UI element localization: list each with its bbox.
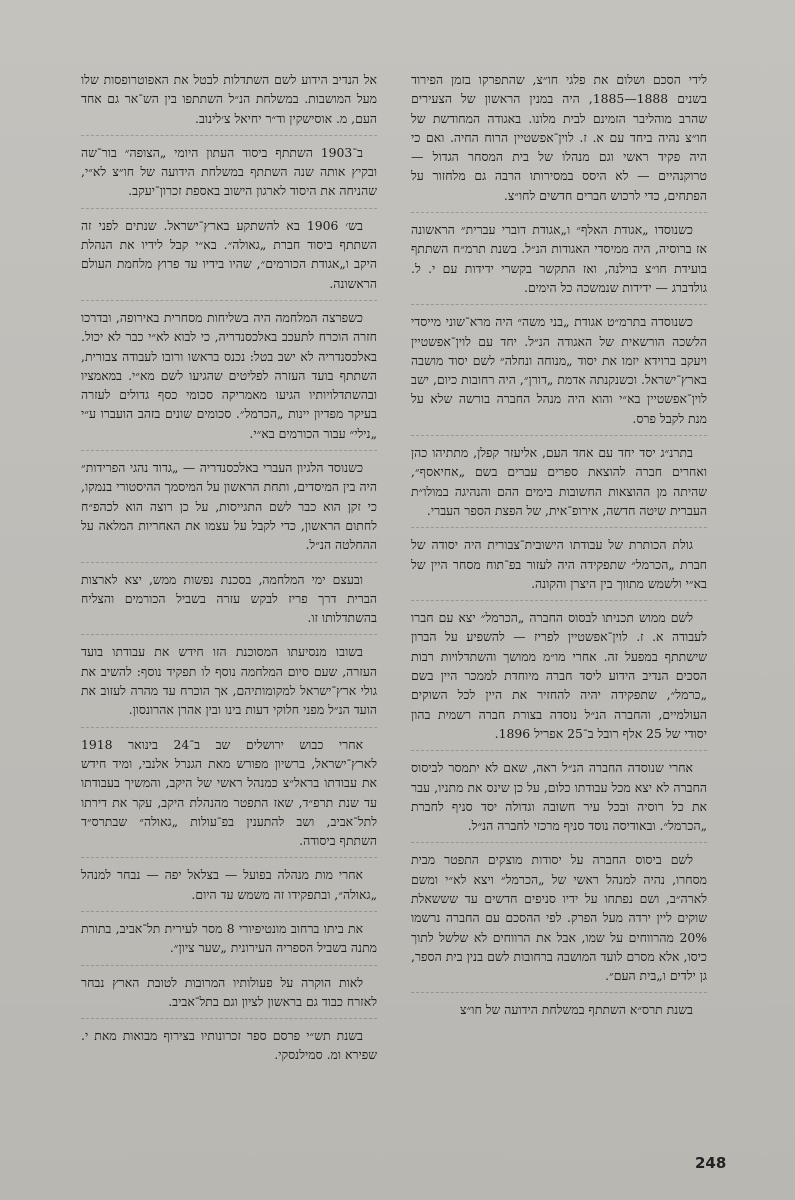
paragraph: בתרנ״ג יסד יחד עם אחד העם, אליעזר קפלן, מתתיהו כהן ואחרים חברה להוצאת ספרים עברים בשם „אחיאסף״, שהיתה מן ההוצאות החשובות בימים ההם והנהיגה במולו״ת העברית שיטה חדשה, אירופ־אית, של הפצת הספר העברי. bbox=[411, 443, 707, 528]
paragraph: בשנת תרס״א השתתף במשלחת הידועה של חו״צ bbox=[460, 1002, 693, 1018]
paragraph: ובעצם ימי המלחמה, בסכנת נפשות ממש, יצא לארצות הברית דרך פריז לבקש עזרה בשביל הכורמים והצליח בהשתדלותו זו. bbox=[81, 570, 377, 636]
paragraph: כשפרצה המלחמה היה בשליחות מסחרית באירופה, ובדרכו חזרה הוכרח לתעכב באלכסנדריה, כי לבוא לא״י כבר לא יכול. באלכסנדריה לא ישב בטל: נכנס בראשו ורובו לעבודה צבורית, השתתף בועד העזרה לפליטים שהגיעו לשם מא״י. במאמציו ובהשתדלויותיו הגיעו מאמריקה סכומי כסף גדולים לעזרה בעיקר מפדיון יינות „הכרמל״. סכומים שונים בזהב הועברו ע״י „נילי״ עבור הכורמים בא״י. bbox=[81, 308, 377, 451]
paragraph: אחרי מות מנהלה בפועל — בצלאל יפה — נבחר למנהל „גאולה״, ובתפקידו זה משמש עד היום. bbox=[81, 865, 377, 912]
paragraph: גולת הכותרת של עבודתו הישובית־צבורית היה יסודה של חברת „הכרמל״ שתפקידה היה לעזור בפ־תוח מסחר היין של בא״י ולשמש מתווך בין היצרן והקונה. bbox=[411, 535, 707, 601]
paragraph: לידי הסכם ושלום את פלגי חו״צ, שהתפרקו בזמן הפירוד בשנים 1888—1885, היה במנין הראשון של הצעירים שהרב מוהליבר הזמינם לבית מלונו. באגודה המחודשת של חו״צ נהיה ביחד עם א. ז. לוין־אפשטיין הרוח החיה. ואם כי היה פקיד ראשי וגם מנהלו של בית המסחר הגדול — טרוקנהיים — לא היסס במסירותו הרבה גם מלחזור על הפתחים, כדי לרכוש חברים חדשים לחו״צ. bbox=[411, 70, 707, 213]
paragraph: כשנוסדה בתרמ״ט אגודת „בני משה״ היה מרא־שוני מייסדי הלשכה הורשאית של האגודה הנ״ל. יחד עם לוין־אפשטיין ויעקב ברוידא יזמו את יסוד „מנוחה ונחלה״ לשם יסוד מושבה בארץ־ישראל. וכשנקנתה אדמת „דורן״, היה רחובות כיום, ישב לוין־אפשטיין בא״י והוא היה מנהל החברה בורשה שלא על מנת לקבל פרס. bbox=[411, 312, 707, 436]
paragraph: כשנוסדו „אגודת האלף״ ו„אגודת דוברי עברית״ הראשונה אז ברוסיה, היה ממיסדי האגודות הנ״ל. בשנת תרמ״ח השתתף בועידת חו״צ בוילנה, ואז התקשר בקשרי ידידות עם י. ל. גולדברג — ידידות שנמשכה כל הימים. bbox=[411, 220, 707, 305]
paragraph: בש׳ 1906 בא להשתקע בארץ־ישראל. שנתים לפני זה השתתף ביסוד חברת „גאולה״. בא״י קבל לידיו את הנהלת היקב ו„אגודת הכורמים״, שהיו בידיו עד פרוץ מלחמת העולם הראשונה. bbox=[81, 216, 377, 301]
paragraph: לשם ביסוס החברה על יסודות מוצקים התפטר מבית מסחרו, נהיה למנהל ראשי של „הכרמל״ ויצא לא״י ומשם לארה״ב, ושם נפתחו על ידיו סניפים חדשים עד שששאלת שוקים ליין ירדה מעל הפרק. לפי ההסכם עם החברה נרשמו 20% מהרווחים על שמו, אבל את הרווחים לא שלשל לתוך כיסו, אלא מסרם לועד המושבה ברחובות לשם בנין בית הספר, גן ילדים ו„בית העם״. bbox=[411, 850, 707, 993]
left-text-column bbox=[81, 70, 377, 1079]
right-text-column bbox=[411, 70, 707, 1034]
paragraph: בשובו מנסיעתו המסוכנת הזו חידש את עבודתו בועד העזרה, שעם סיום המלחמה נוסף לו תפקיד נוסף: להשיב את גולי ארץ־ישראל למקומותיהם, אך הוכרח עד מהרה לעזוב את הועד הנ״ל מפני חלוקי דעות בינו ובין אהרן אהרונסון. bbox=[81, 642, 377, 727]
paragraph: כשנוסד הלגיון העברי באלכסנדריה — „גדוד נהגי הפרידות״ היה בין המיסדים, ותחת הראשון על המיסמך ההיסטורי בנמקו, כי זקן הוא כבר לשם התגייסות, על כן רוצה הוא לכהפ״ח לחתום הראשון, כדי לקבל על עצמו את האחריות המלאה על ההחלטה הנ״ל. bbox=[81, 458, 377, 562]
paragraph: אחרי כבוש ירושלים שב ב־24 בינואר 1918 לארץ־ישראל, ברשיון מפורש מאת הגנרל אלנבי, ומיד חידש את עבודתו בראל״צ כמנהל ראשי של היקב, והמשיך בעבודתו עד שנת תרפ״ד, שאז התפטר מהנהלת היקב, עקר את דירתו לתל־אביב, ושב להתענין בפ־עולות „גאולה״ שבתרס״ד השתתף ביסודה. bbox=[81, 735, 377, 859]
paragraph: את ביתו ברחוב מונטיפיורי 8 מסר לעירית תל־אביב, בתורת מתנה בשביל הספריה העירונית „שער ציון״. bbox=[81, 919, 377, 966]
paragraph: לאות הוקרה על פעולותיו המרובות לטובת הארץ נבחר לאזרח כבוד גם בראשון לציון וגם בתל־אביב. bbox=[81, 973, 377, 1020]
paragraph: ב־1903 השתתף ביסוד העתון היומי „הצופה״ בור־שה ובקיץ אותה שנה השתתף במשלחת הידועה של חו״צ לא״י, שהניחה את היסוד לארגון הישוב באספת זכרון־יעקב. bbox=[81, 143, 377, 209]
paragraph: אחרי שנוסדה החברה הנ״ל ראה, שאם לא יתמסר לביסוס החברה לא יצא מכל עבודתו כלום, על כן שינס את מתניו, עבר את כל רוסיה ובכל עיר חשובה וגדולה יסד סניף לחברת „הכרמל״. ובאודיסה נוסד סניף מרכזי לחברה הנ״ל. bbox=[411, 758, 707, 843]
paragraph: בשנת תש״י פרסם ספר זכרונותיו בצירוף מבואות מאת י. שפירא ומ. סמילנסקי. bbox=[81, 1028, 377, 1063]
page-number: 248 bbox=[695, 1154, 727, 1172]
paragraph: אל הנדיב הידוע לשם השתדלות לבטל את האפוטרופסות שלו מעל המושבות. במשלחת הנ״ל השתתפו בין הש־אר גם אחד העם, מ. אוסישקין וד״ר יחיאל צ׳לינוב. bbox=[81, 70, 377, 136]
paragraph: לשם ממוש תכניתו לבסוס החברה „הכרמל״ יצא עם חברו לעבודה א. ז. לוין־אפשטיין לפריז — להשפיע על הברון שישתתף במפעל זה. אחרי מו״מ ממושך והשתדלויות רבות הסכים הנדיב הידוע ליסד חברה מיוחדת לממכר היין בשם „כרמל״, שתפקידה יהיה להחזיר את היין לכל השוקים העולמיים, והחברה הנ״ל נוסדה בצורת חברה רשמית בהון יסודי של 25 אלף רובל ב־25 אפריל 1896. bbox=[411, 608, 707, 751]
